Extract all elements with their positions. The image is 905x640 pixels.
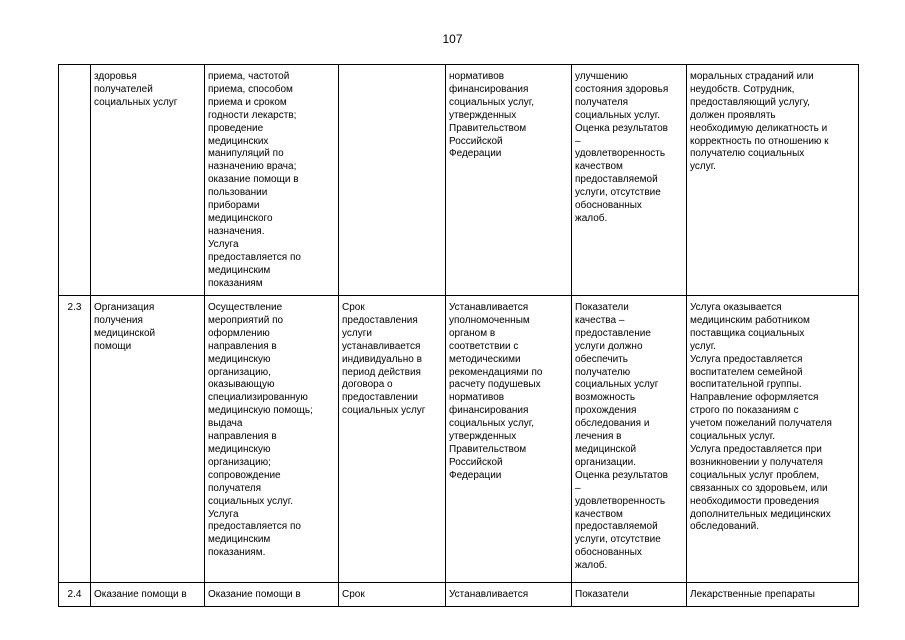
service-term-cell [339,65,446,296]
page-number: 107 [442,32,463,46]
service-name-cell: Организация получения медицинской помощи [91,296,205,583]
service-content-cell: Осуществление мероприятий по оформлению направления в медицинскую организацию, оказывающую специализированную медицинскую помощь; выдача направления в медицинскую организацию; сопровождение получателя социальных услуг. Услуга предоставляется по медицинским показаниям. [205,296,339,583]
quality-indicators-cell: улучшению состояния здоровья получателя социальных услуг. Оценка результатов – удовлетворенность качеством предоставляемой услуги, отсутствие обоснованных жалоб. [572,65,687,296]
row-number: 2.3 [59,296,91,583]
service-term-cell: Срок предоставления услуги устанавливается индивидуально в период действия договора о предоставлении социальных услуг [339,296,446,583]
funding-norm-cell: Устанавливается уполномоченным органом в соответствии с методическими рекомендациями по расчету подушевых нормативов финансирования социальных услуг, утвержденных Правительством Российской Федерации [446,296,572,583]
conditions-cell: моральных страданий или неудобств. Сотрудник, предоставляющий услугу, должен проявлять необходимую деликатность и корректность по отношению к получателю социальных услуг. [687,65,859,296]
table-row [59,296,859,583]
conditions-cell: Услуга оказывается медицинским работником поставщика социальных услуг. Услуга предоставляется воспитателем семейной воспитательной группы. Направление оформляется строго по показаниям с учетом пожеланий получателя социальных услуг. Услуга предоставляется при возникновении у получателя социальных услуг проблем, связанных со здоровьем, или необходимости проведения дополнительных медицинских обследований. [687,296,859,583]
funding-norm-cell: нормативов финансирования социальных услуг, утвержденных Правительством Российской Федерации [446,65,572,296]
service-content-cell: Оказание помощи в [205,583,339,607]
row-number: 2.4 [59,583,91,607]
services-table [58,64,859,607]
funding-norm-cell: Устанавливается [446,583,572,607]
service-content-cell: приема, частотой приема, способом приема и сроком годности лекарств; проведение медицинских манипуляций по назначению врача; оказание помощи в пользовании приборами медицинского назначения. Услуга предоставляется по медицинским показаниям [205,65,339,296]
service-name-cell: Оказание помощи в [91,583,205,607]
row-number [59,65,91,296]
table-row [59,583,859,607]
table-row [59,65,859,296]
quality-indicators-cell: Показатели качества – предоставление услуги должно обеспечить получателю социальных услуг возможность прохождения обследования и лечения в медицинской организации. Оценка результатов – удовлетворенность качеством предоставляемой услуги, отсутствие обоснованных жалоб. [572,296,687,583]
conditions-cell: Лекарственные препараты [687,583,859,607]
service-name-cell: здоровья получателей социальных услуг [91,65,205,296]
service-term-cell: Срок [339,583,446,607]
quality-indicators-cell: Показатели [572,583,687,607]
